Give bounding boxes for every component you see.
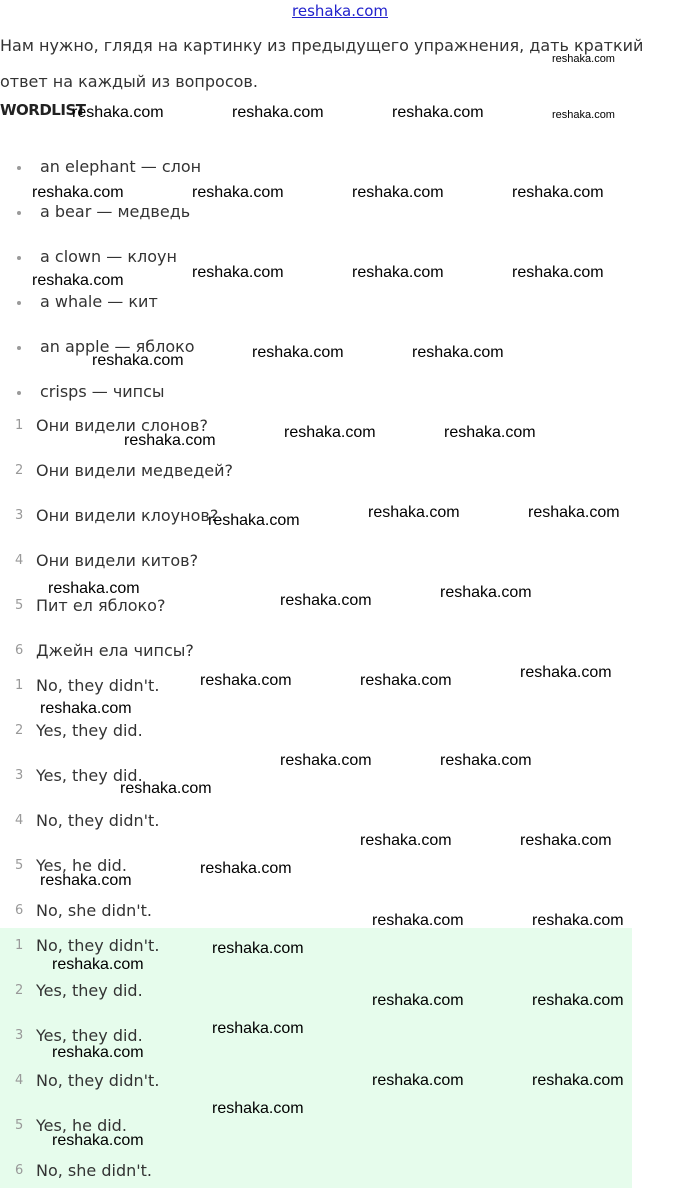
watermark: reshaka.com (92, 352, 184, 369)
question-number: 1 (15, 418, 24, 433)
watermark: reshaka.com (212, 1100, 304, 1117)
question-item (0, 459, 400, 483)
watermark: reshaka.com (532, 992, 624, 1009)
question-text: Они видели слонов? (36, 416, 208, 435)
answer-text: No, she didn't. (36, 901, 152, 920)
watermark: reshaka.com (444, 424, 536, 441)
watermark: reshaka.com (360, 832, 452, 849)
watermark: reshaka.com (412, 344, 504, 361)
wordlist-item-text: a clown — клоун (40, 247, 177, 266)
watermark: reshaka.com (512, 184, 604, 201)
watermark: reshaka.com (440, 584, 532, 601)
watermark: reshaka.com (532, 912, 624, 929)
watermark: reshaka.com (52, 956, 144, 973)
answer-item (0, 899, 400, 923)
intro-text: Нам нужно, глядя на картинку из предыдущего упражнения, дать краткий ответ на каждый из вопросов. (0, 36, 644, 91)
answer-text: Yes, they did. (36, 766, 143, 785)
answer-number: 6 (15, 903, 24, 918)
watermark: reshaka.com (252, 344, 344, 361)
question-number: 5 (15, 598, 24, 613)
watermark: reshaka.com (392, 104, 484, 121)
watermark: reshaka.com (32, 184, 124, 201)
highlighted-answer-item (0, 1069, 400, 1093)
answer-number: 5 (15, 1118, 24, 1133)
answer-number: 2 (15, 723, 24, 738)
watermark: reshaka.com (208, 512, 300, 529)
watermark: reshaka.com (368, 504, 460, 521)
question-number: 2 (15, 463, 24, 478)
answer-number: 2 (15, 983, 24, 998)
wordlist-title: WORDLIST (0, 101, 86, 119)
bullet-icon (17, 166, 21, 170)
watermark: reshaka.com (360, 672, 452, 689)
watermark: reshaka.com (48, 580, 140, 597)
bullet-icon (17, 346, 21, 350)
answer-text: No, they didn't. (36, 1071, 160, 1090)
answer-text: No, they didn't. (36, 811, 160, 830)
watermark: reshaka.com (512, 264, 604, 281)
wordlist-item (0, 200, 400, 224)
question-number: 6 (15, 643, 24, 658)
wordlist-item-text: an elephant — слон (40, 157, 202, 176)
wordlist-item (0, 155, 400, 179)
answer-number: 1 (15, 678, 24, 693)
watermark: reshaka.com (440, 752, 532, 769)
watermark: reshaka.com (52, 1044, 144, 1061)
watermark: reshaka.com (192, 264, 284, 281)
answer-text: Yes, they did. (36, 1026, 143, 1045)
watermark: reshaka.com (212, 940, 304, 957)
answer-number: 3 (15, 1028, 24, 1043)
watermark: reshaka.com (40, 700, 132, 717)
watermark: reshaka.com (352, 264, 444, 281)
answer-text: Yes, he did. (36, 1116, 127, 1135)
wordlist-item (0, 290, 400, 314)
bullet-icon (17, 391, 21, 395)
watermark: reshaka.com (520, 832, 612, 849)
watermark: reshaka.com (284, 424, 376, 441)
watermark: reshaka.com (200, 672, 292, 689)
question-text: Джейн ела чипсы? (36, 641, 194, 660)
question-item (0, 639, 400, 663)
question-item (0, 504, 400, 528)
bullet-icon (17, 211, 21, 215)
watermark: reshaka.com (352, 184, 444, 201)
watermark: reshaka.com (528, 504, 620, 521)
answer-text: No, she didn't. (36, 1161, 152, 1180)
site-link[interactable]: reshaka.com (292, 2, 388, 20)
wordlist-item-text: a whale — кит (40, 292, 158, 311)
watermark: reshaka.com (212, 1020, 304, 1037)
bullet-icon (17, 301, 21, 305)
highlighted-answer-item (0, 1159, 400, 1183)
question-text: Они видели китов? (36, 551, 199, 570)
question-text: Они видели клоунов? (36, 506, 219, 525)
watermark: reshaka.com (372, 1072, 464, 1089)
watermark: reshaka.com (520, 664, 612, 681)
answer-text: Yes, they did. (36, 981, 143, 1000)
watermark: reshaka.com (552, 109, 615, 121)
watermark: reshaka.com (72, 104, 164, 121)
answer-number: 4 (15, 1073, 24, 1088)
watermark: reshaka.com (124, 432, 216, 449)
answer-number: 3 (15, 768, 24, 783)
watermark: reshaka.com (52, 1132, 144, 1149)
highlighted-answer-item (0, 934, 400, 958)
watermark: reshaka.com (372, 912, 464, 929)
bullet-icon (17, 256, 21, 260)
answer-number: 4 (15, 813, 24, 828)
wordlist-item (0, 380, 400, 404)
question-text: Они видели медведей? (36, 461, 234, 480)
answer-number: 6 (15, 1163, 24, 1178)
question-text: Пит ел яблоко? (36, 596, 166, 615)
wordlist-item-text: an apple — яблоко (40, 337, 195, 356)
answer-item (0, 809, 400, 833)
question-number: 3 (15, 508, 24, 523)
watermark: reshaka.com (232, 104, 324, 121)
answer-text: Yes, he did. (36, 856, 127, 875)
wordlist-item-text: crisps — чипсы (40, 382, 165, 401)
watermark: reshaka.com (552, 53, 615, 65)
watermark: reshaka.com (32, 272, 124, 289)
watermark: reshaka.com (192, 184, 284, 201)
answer-text: No, they didn't. (36, 676, 160, 695)
watermark: reshaka.com (280, 592, 372, 609)
answer-text: No, they didn't. (36, 936, 160, 955)
answer-text: Yes, they did. (36, 721, 143, 740)
watermark: reshaka.com (372, 992, 464, 1009)
answer-number: 5 (15, 858, 24, 873)
highlighted-answer-item (0, 979, 400, 1003)
question-item (0, 549, 400, 573)
watermark: reshaka.com (120, 780, 212, 797)
question-number: 4 (15, 553, 24, 568)
answer-number: 1 (15, 938, 24, 953)
wordlist-item-text: a bear — медведь (40, 202, 191, 221)
watermark: reshaka.com (40, 872, 132, 889)
watermark: reshaka.com (200, 860, 292, 877)
watermark: reshaka.com (280, 752, 372, 769)
answer-item (0, 719, 400, 743)
watermark: reshaka.com (532, 1072, 624, 1089)
